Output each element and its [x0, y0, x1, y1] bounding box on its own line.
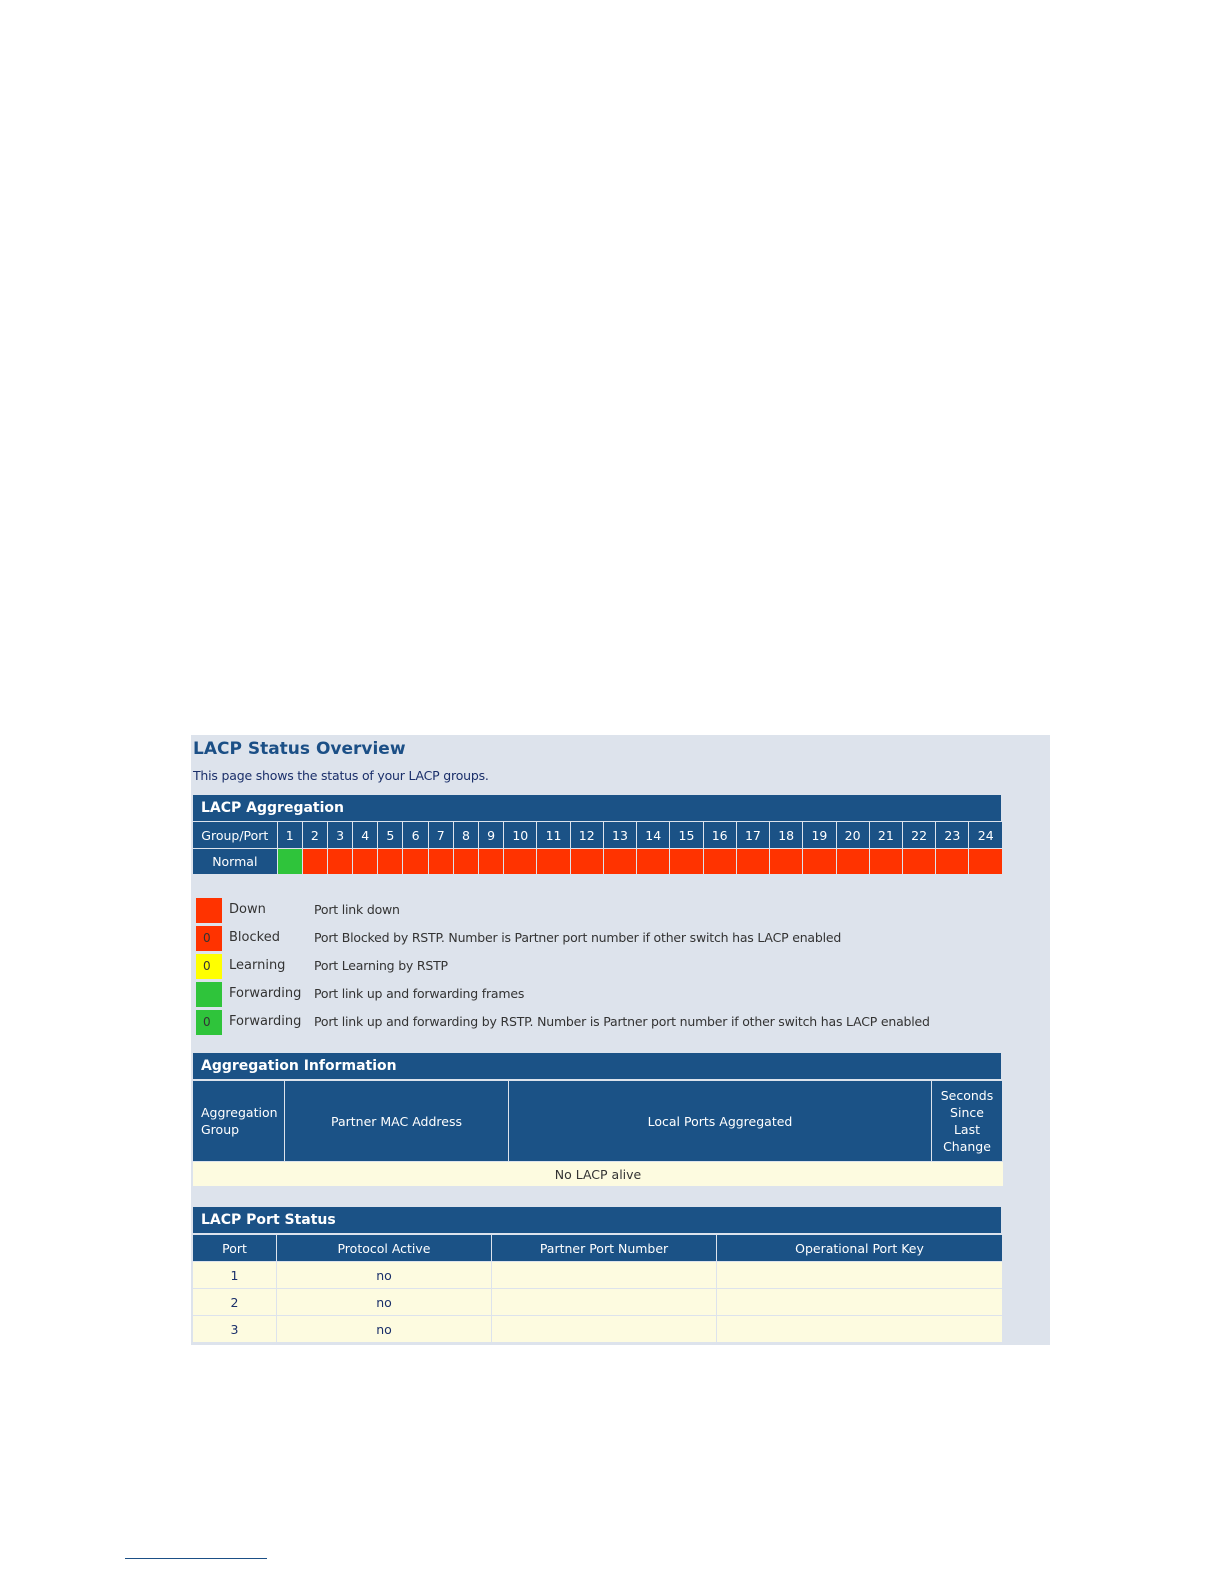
port-status-cell-19[interactable] [803, 848, 836, 874]
col-protocol-active: Protocol Active [277, 1235, 492, 1261]
port-status-cell-20[interactable] [837, 848, 870, 874]
protocol-active-value: no [277, 1288, 492, 1315]
port-cell-value: 2 [193, 1288, 277, 1315]
port-status-cell-15[interactable] [670, 848, 703, 874]
page-description: This page shows the status of your LACP groups. [193, 768, 489, 783]
aggregation-info-table [193, 1081, 1003, 1186]
col-operational-port-key: Operational Port Key [717, 1235, 1003, 1261]
oper-key-value [717, 1261, 1003, 1288]
page-title: LACP Status Overview [193, 739, 406, 759]
port-header-6: 6 [403, 822, 428, 848]
legend-swatch: 0 [196, 926, 222, 951]
port-header-23: 23 [936, 822, 969, 848]
port-header-11: 11 [537, 822, 570, 848]
port-status-cell-17[interactable] [737, 848, 770, 874]
lacp-aggregation-header: LACP Aggregation [193, 795, 1001, 821]
col-local-ports: Local Ports Aggregated [509, 1081, 932, 1161]
port-status-cell-11[interactable] [537, 848, 570, 874]
legend-description: Port Learning by RSTP [314, 958, 448, 973]
table-row [193, 1288, 1003, 1315]
port-status-cell-2[interactable] [303, 848, 328, 874]
lacp-port-status-header: LACP Port Status [193, 1207, 1001, 1233]
port-status-cell-12[interactable] [571, 848, 604, 874]
port-status-cell-21[interactable] [870, 848, 903, 874]
port-cell-value: 1 [193, 1261, 277, 1288]
port-status-cell-23[interactable] [936, 848, 969, 874]
lacp-status-panel [191, 735, 1050, 1345]
legend-swatch: 0 [196, 1010, 222, 1035]
legend-swatch [196, 898, 222, 923]
partner-port-value [492, 1315, 717, 1342]
port-status-cell-18[interactable] [770, 848, 803, 874]
port-status-cell-22[interactable] [903, 848, 936, 874]
legend-state-label: Forwarding [229, 986, 302, 1001]
port-status-cell-8[interactable] [454, 848, 479, 874]
protocol-active-value: no [277, 1261, 492, 1288]
oper-key-value [717, 1315, 1003, 1342]
lacp-aggregation-grid [193, 822, 1003, 874]
port-header-2: 2 [303, 822, 328, 848]
port-header-15: 15 [670, 822, 703, 848]
oper-key-value [717, 1288, 1003, 1315]
col-partner-mac: Partner MAC Address [285, 1081, 509, 1161]
no-lacp-message: No LACP alive [193, 1161, 1003, 1186]
footnote-separator [125, 1558, 267, 1559]
port-header-18: 18 [770, 822, 803, 848]
port-header-7: 7 [429, 822, 454, 848]
port-header-14: 14 [637, 822, 670, 848]
port-status-cell-5[interactable] [378, 848, 403, 874]
port-status-cell-6[interactable] [403, 848, 428, 874]
port-header-12: 12 [571, 822, 604, 848]
port-header-20: 20 [837, 822, 870, 848]
port-header-22: 22 [903, 822, 936, 848]
port-status-cell-9[interactable] [479, 848, 504, 874]
legend-description: Port link up and forwarding frames [314, 986, 525, 1001]
legend-swatch [196, 982, 222, 1007]
col-partner-port-number: Partner Port Number [492, 1235, 717, 1261]
partner-port-value [492, 1288, 717, 1315]
legend-description: Port link up and forwarding by RSTP. Number is Partner port number if other switch has LACP enabled [314, 1014, 930, 1029]
port-header-19: 19 [803, 822, 836, 848]
port-cell-value: 3 [193, 1315, 277, 1342]
table-row [193, 1315, 1003, 1342]
legend-swatch: 0 [196, 954, 222, 979]
port-header-1: 1 [278, 822, 303, 848]
port-status-cell-4[interactable] [353, 848, 378, 874]
port-header-24: 24 [969, 822, 1003, 848]
group-normal-label: Normal [193, 848, 278, 874]
legend-description: Port Blocked by RSTP. Number is Partner port number if other switch has LACP enabled [314, 930, 842, 945]
legend-state-label: Learning [229, 958, 286, 973]
port-status-cell-1[interactable] [278, 848, 303, 874]
group-port-header: Group/Port [193, 822, 278, 848]
protocol-active-value: no [277, 1315, 492, 1342]
port-header-8: 8 [454, 822, 479, 848]
legend-state-label: Blocked [229, 930, 280, 945]
port-status-cell-7[interactable] [429, 848, 454, 874]
port-status-cell-10[interactable] [504, 848, 537, 874]
legend-state-label: Down [229, 902, 266, 917]
port-status-cell-14[interactable] [637, 848, 670, 874]
lacp-port-status-table [193, 1235, 1003, 1342]
port-header-10: 10 [504, 822, 537, 848]
col-port: Port [193, 1235, 277, 1261]
aggregation-info-header: Aggregation Information [193, 1053, 1001, 1079]
legend-description: Port link down [314, 902, 400, 917]
port-status-cell-24[interactable] [969, 848, 1003, 874]
port-header-9: 9 [479, 822, 504, 848]
port-header-17: 17 [737, 822, 770, 848]
port-header-5: 5 [378, 822, 403, 848]
port-header-4: 4 [353, 822, 378, 848]
port-header-3: 3 [328, 822, 353, 848]
port-status-cell-13[interactable] [604, 848, 637, 874]
port-header-13: 13 [604, 822, 637, 848]
col-aggregation-group: Aggregation Group [193, 1081, 285, 1161]
port-header-21: 21 [870, 822, 903, 848]
port-header-16: 16 [704, 822, 737, 848]
port-status-cell-3[interactable] [328, 848, 353, 874]
table-row [193, 1261, 1003, 1288]
partner-port-value [492, 1261, 717, 1288]
legend-state-label: Forwarding [229, 1014, 302, 1029]
port-status-cell-16[interactable] [704, 848, 737, 874]
col-seconds-since-change: Seconds Since Last Change [932, 1081, 1003, 1161]
